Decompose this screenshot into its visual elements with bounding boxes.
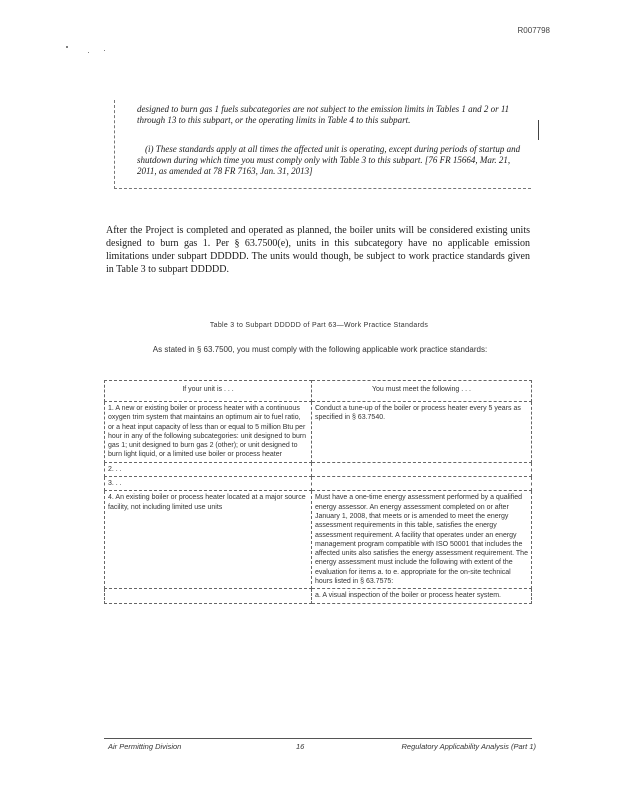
footer-divider xyxy=(104,738,532,739)
table-cell-unit: 3. . . xyxy=(105,477,312,491)
table-row xyxy=(105,589,532,603)
table-row xyxy=(105,491,532,589)
table-cell-requirement xyxy=(312,462,532,476)
table-cell-unit: 2. . . xyxy=(105,462,312,476)
table-row xyxy=(105,402,532,463)
table-title: Table 3 to Subpart DDDDD of Part 63—Work Practice Standards xyxy=(209,322,429,329)
table-row xyxy=(105,477,532,491)
table-header-row xyxy=(105,381,532,402)
work-practice-table xyxy=(104,380,532,604)
excerpt-paragraph-1: designed to burn gas 1 fuels subcategories are not subject to the emission limits in Tables 1 and 2 or 11 through 13 to this subpart, or the operating limits in Table 4 to this subpart. xyxy=(137,104,510,125)
table-cell-unit xyxy=(105,589,312,603)
footer-division: Air Permitting Division xyxy=(108,742,182,751)
excerpt-paragraph-2: (i) These standards apply at all times the affected unit is operating, except during periods of startup and shutdown during which time you must comply only with Table 3 to this subpart. [76 FR 15664, Mar. 21, 2011, as amended at 78 FR 7163, Jan. 31, 2013] xyxy=(137,144,521,176)
body-paragraph: After the Project is completed and operated as planned, the boiler units will be considered existing units designed to burn gas 1. Per § 63.7500(e), units in this subcategory have no applicable emission limitations under subpart DDDDD. The units would though, be subject to work practice standards given in Table 3 to subpart DDDDD. xyxy=(106,225,530,275)
table-cell-requirement: a. A visual inspection of the boiler or process heater system. xyxy=(312,589,532,603)
scan-speck xyxy=(104,50,105,51)
table-cell-unit: 4. An existing boiler or process heater located at a major source facility, not including limited use units xyxy=(105,491,312,589)
table-cell-requirement: Conduct a tune-up of the boiler or process heater every 5 years as specified in § 63.7540. xyxy=(312,402,532,463)
table-cell-requirement xyxy=(312,477,532,491)
regulation-excerpt xyxy=(114,100,531,189)
table-row xyxy=(105,462,532,476)
column-header-requirement: You must meet the following . . . xyxy=(312,381,532,402)
scan-speck xyxy=(66,46,68,48)
table-cell-unit: 1. A new or existing boiler or process heater with a continuous oxygen trim system that maintains an optimum air to fuel ratio, or a heat input capacity of less than or equal to 5 million Btu per hour in any of the following subcategories: unit designed to burn gas 1; unit designed to burn gas 2 (other); or unit designed to burn light liquid, or a limited use boiler or process heater xyxy=(105,402,312,463)
margin-mark xyxy=(538,120,539,140)
table-cell-requirement: Must have a one-time energy assessment performed by a qualified energy assessor. An energy assessment completed on or after January 1, 2008, that meets or is amended to meet the energy assessment requirements in this table, satisfies the energy assessment requirement. A facility that operates under an energy management program compatible with ISO 50001 that includes the affected units also satisfies the energy assessment requirement. The energy assessment must include the following with extent of the evaluation for items a. to e. appropriate for the on-site technical hours listed in § 63.7575: xyxy=(312,491,532,589)
table-intro: As stated in § 63.7500, you must comply with the following applicable work practice standards: xyxy=(152,345,488,354)
footer-document-title: Regulatory Applicability Analysis (Part 1) xyxy=(401,742,536,751)
scan-speck xyxy=(88,52,89,53)
document-id: R007798 xyxy=(517,26,550,35)
column-header-unit: If your unit is . . . xyxy=(105,381,312,402)
page-number: 16 xyxy=(296,742,305,751)
